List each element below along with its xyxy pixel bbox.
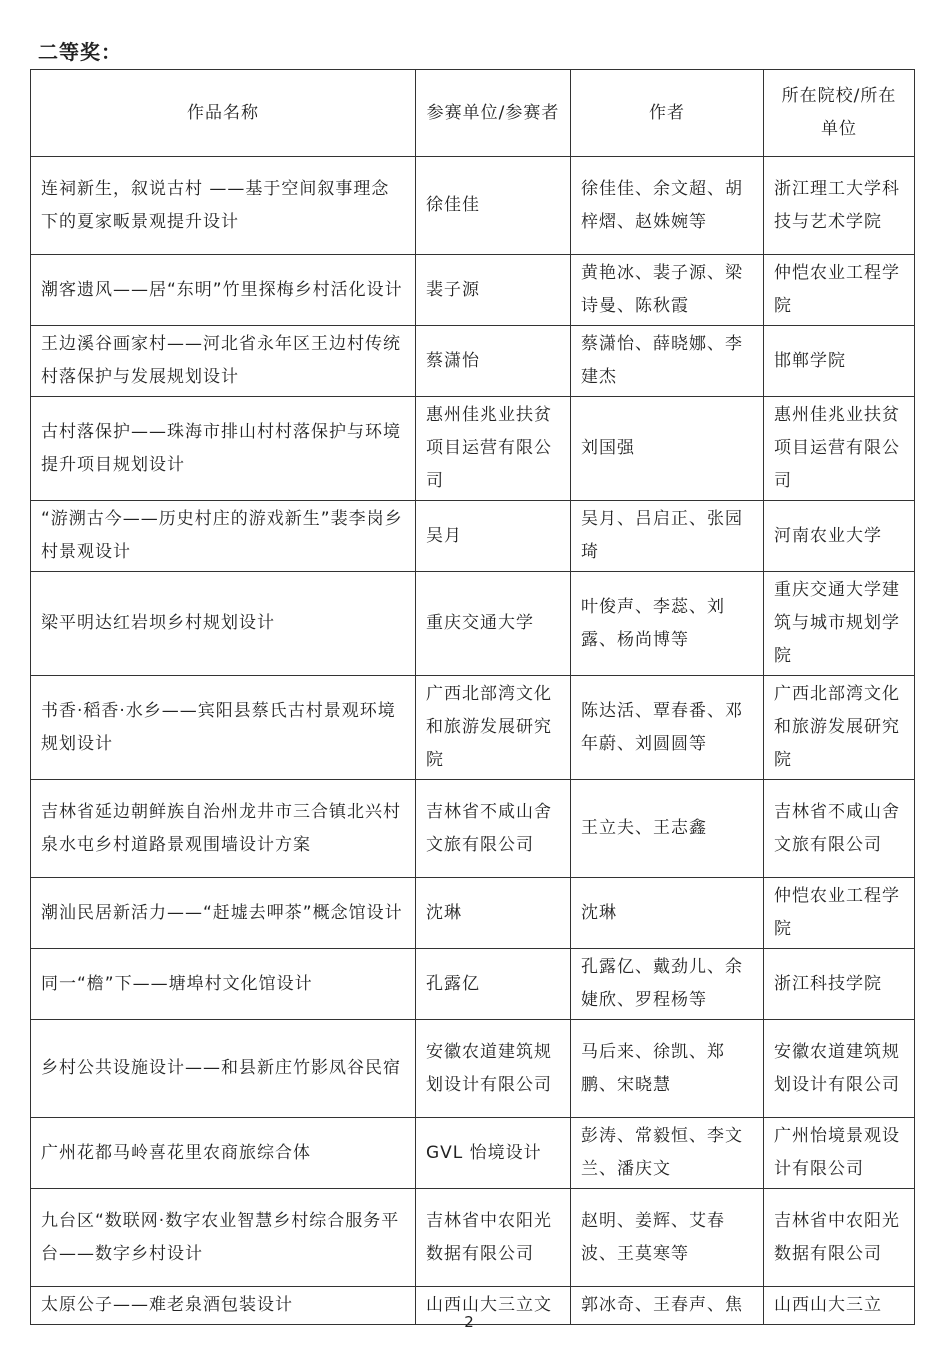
table-row [31,676,915,780]
cell-authors: 沈琳 [571,878,764,949]
column-header-entrant: 参赛单位/参赛者 [416,70,571,157]
cell-entrant: 吴月 [416,501,571,572]
cell-work-title: “游溯古今——历史村庄的游戏新生”裴李岗乡村景观设计 [31,501,416,572]
cell-entrant: 山西山大三立文 [416,1287,571,1325]
cell-institution: 安徽农道建筑规划设计有限公司 [764,1020,915,1118]
table-row [31,1020,915,1118]
awards-table [30,69,915,1325]
cell-work-title: 太原公子——难老泉酒包装设计 [31,1287,416,1325]
cell-work-title: 潮客遗风——居“东明”竹里探梅乡村活化设计 [31,255,416,326]
cell-work-title: 广州花都马岭喜花里农商旅综合体 [31,1118,416,1189]
cell-institution: 广州怡境景观设计有限公司 [764,1118,915,1189]
cell-authors: 徐佳佳、余文超、胡梓熠、赵姝婉等 [571,157,764,255]
cell-institution: 山西山大三立 [764,1287,915,1325]
table-row [31,501,915,572]
cell-work-title: 乡村公共设施设计——和县新庄竹影凤谷民宿 [31,1020,416,1118]
cell-authors: 孔露亿、戴劲儿、余婕欣、罗程杨等 [571,949,764,1020]
cell-work-title: 同一“檐”下——塘埠村文化馆设计 [31,949,416,1020]
cell-work-title: 连祠新生，叙说古村 ——基于空间叙事理念下的夏家畈景观提升设计 [31,157,416,255]
cell-entrant: 吉林省中农阳光数据有限公司 [416,1189,571,1287]
cell-authors: 刘国强 [571,397,764,501]
cell-work-title: 古村落保护——珠海市排山村村落保护与环境提升项目规划设计 [31,397,416,501]
cell-institution: 吉林省中农阳光数据有限公司 [764,1189,915,1287]
cell-institution: 广西北部湾文化和旅游发展研究院 [764,676,915,780]
table-row [31,397,915,501]
cell-work-title: 潮汕民居新活力——“赶墟去呷茶”概念馆设计 [31,878,416,949]
table-body [31,157,915,1325]
table-row [31,1118,915,1189]
cell-authors: 王立夫、王志鑫 [571,780,764,878]
cell-entrant: 惠州佳兆业扶贫项目运营有限公司 [416,397,571,501]
cell-work-title: 王边溪谷画家村——河北省永年区王边村传统村落保护与发展规划设计 [31,326,416,397]
cell-entrant: 蔡潇怡 [416,326,571,397]
section-title: 二等奖： [38,40,122,64]
cell-institution: 重庆交通大学建筑与城市规划学院 [764,572,915,676]
table-row [31,326,915,397]
cell-institution: 河南农业大学 [764,501,915,572]
cell-institution: 邯郸学院 [764,326,915,397]
column-header-authors: 作者 [571,70,764,157]
cell-entrant: 吉林省不咸山舍文旅有限公司 [416,780,571,878]
table-row [31,780,915,878]
column-header-institution: 所在院校/所在单位 [764,70,915,157]
cell-institution: 浙江理工大学科技与艺术学院 [764,157,915,255]
cell-authors: 彭涛、常毅恒、李文兰、潘庆文 [571,1118,764,1189]
cell-authors: 黄艳冰、裴子源、梁诗曼、陈秋霞 [571,255,764,326]
cell-entrant: GVL 怡境设计 [416,1118,571,1189]
cell-work-title: 书香·稻香·水乡——宾阳县蔡氏古村景观环境规划设计 [31,676,416,780]
cell-entrant: 沈琳 [416,878,571,949]
cell-institution: 浙江科技学院 [764,949,915,1020]
cell-institution: 仲恺农业工程学院 [764,255,915,326]
cell-work-title: 梁平明达红岩坝乡村规划设计 [31,572,416,676]
cell-authors: 吴月、吕启正、张园琦 [571,501,764,572]
table-row [31,878,915,949]
table-header-row [31,70,915,157]
column-header-work: 作品名称 [31,70,416,157]
cell-authors: 蔡潇怡、薛晓娜、李建杰 [571,326,764,397]
cell-institution: 仲恺农业工程学院 [764,878,915,949]
cell-institution: 吉林省不咸山舍文旅有限公司 [764,780,915,878]
cell-entrant: 安徽农道建筑规划设计有限公司 [416,1020,571,1118]
page-number: 2 [464,1313,474,1331]
cell-entrant: 徐佳佳 [416,157,571,255]
cell-authors: 赵明、姜辉、艾春波、王莫寒等 [571,1189,764,1287]
cell-institution: 惠州佳兆业扶贫项目运营有限公司 [764,397,915,501]
table-row [31,157,915,255]
table-row [31,1189,915,1287]
cell-authors: 陈达活、覃春番、邓年蔚、刘圆圆等 [571,676,764,780]
table-row [31,572,915,676]
cell-entrant: 重庆交通大学 [416,572,571,676]
cell-work-title: 吉林省延边朝鲜族自治州龙井市三合镇北兴村泉水屯乡村道路景观围墙设计方案 [31,780,416,878]
cell-authors: 郭冰奇、王春声、焦 [571,1287,764,1325]
table-row [31,255,915,326]
cell-work-title: 九台区“数联网·数字农业智慧乡村综合服务平台——数字乡村设计 [31,1189,416,1287]
cell-entrant: 广西北部湾文化和旅游发展研究院 [416,676,571,780]
table-row [31,949,915,1020]
cell-entrant: 裴子源 [416,255,571,326]
cell-entrant: 孔露亿 [416,949,571,1020]
cell-authors: 马后来、徐凯、郑鹏、宋晓慧 [571,1020,764,1118]
cell-authors: 叶俊声、李蕊、刘露、杨尚博等 [571,572,764,676]
